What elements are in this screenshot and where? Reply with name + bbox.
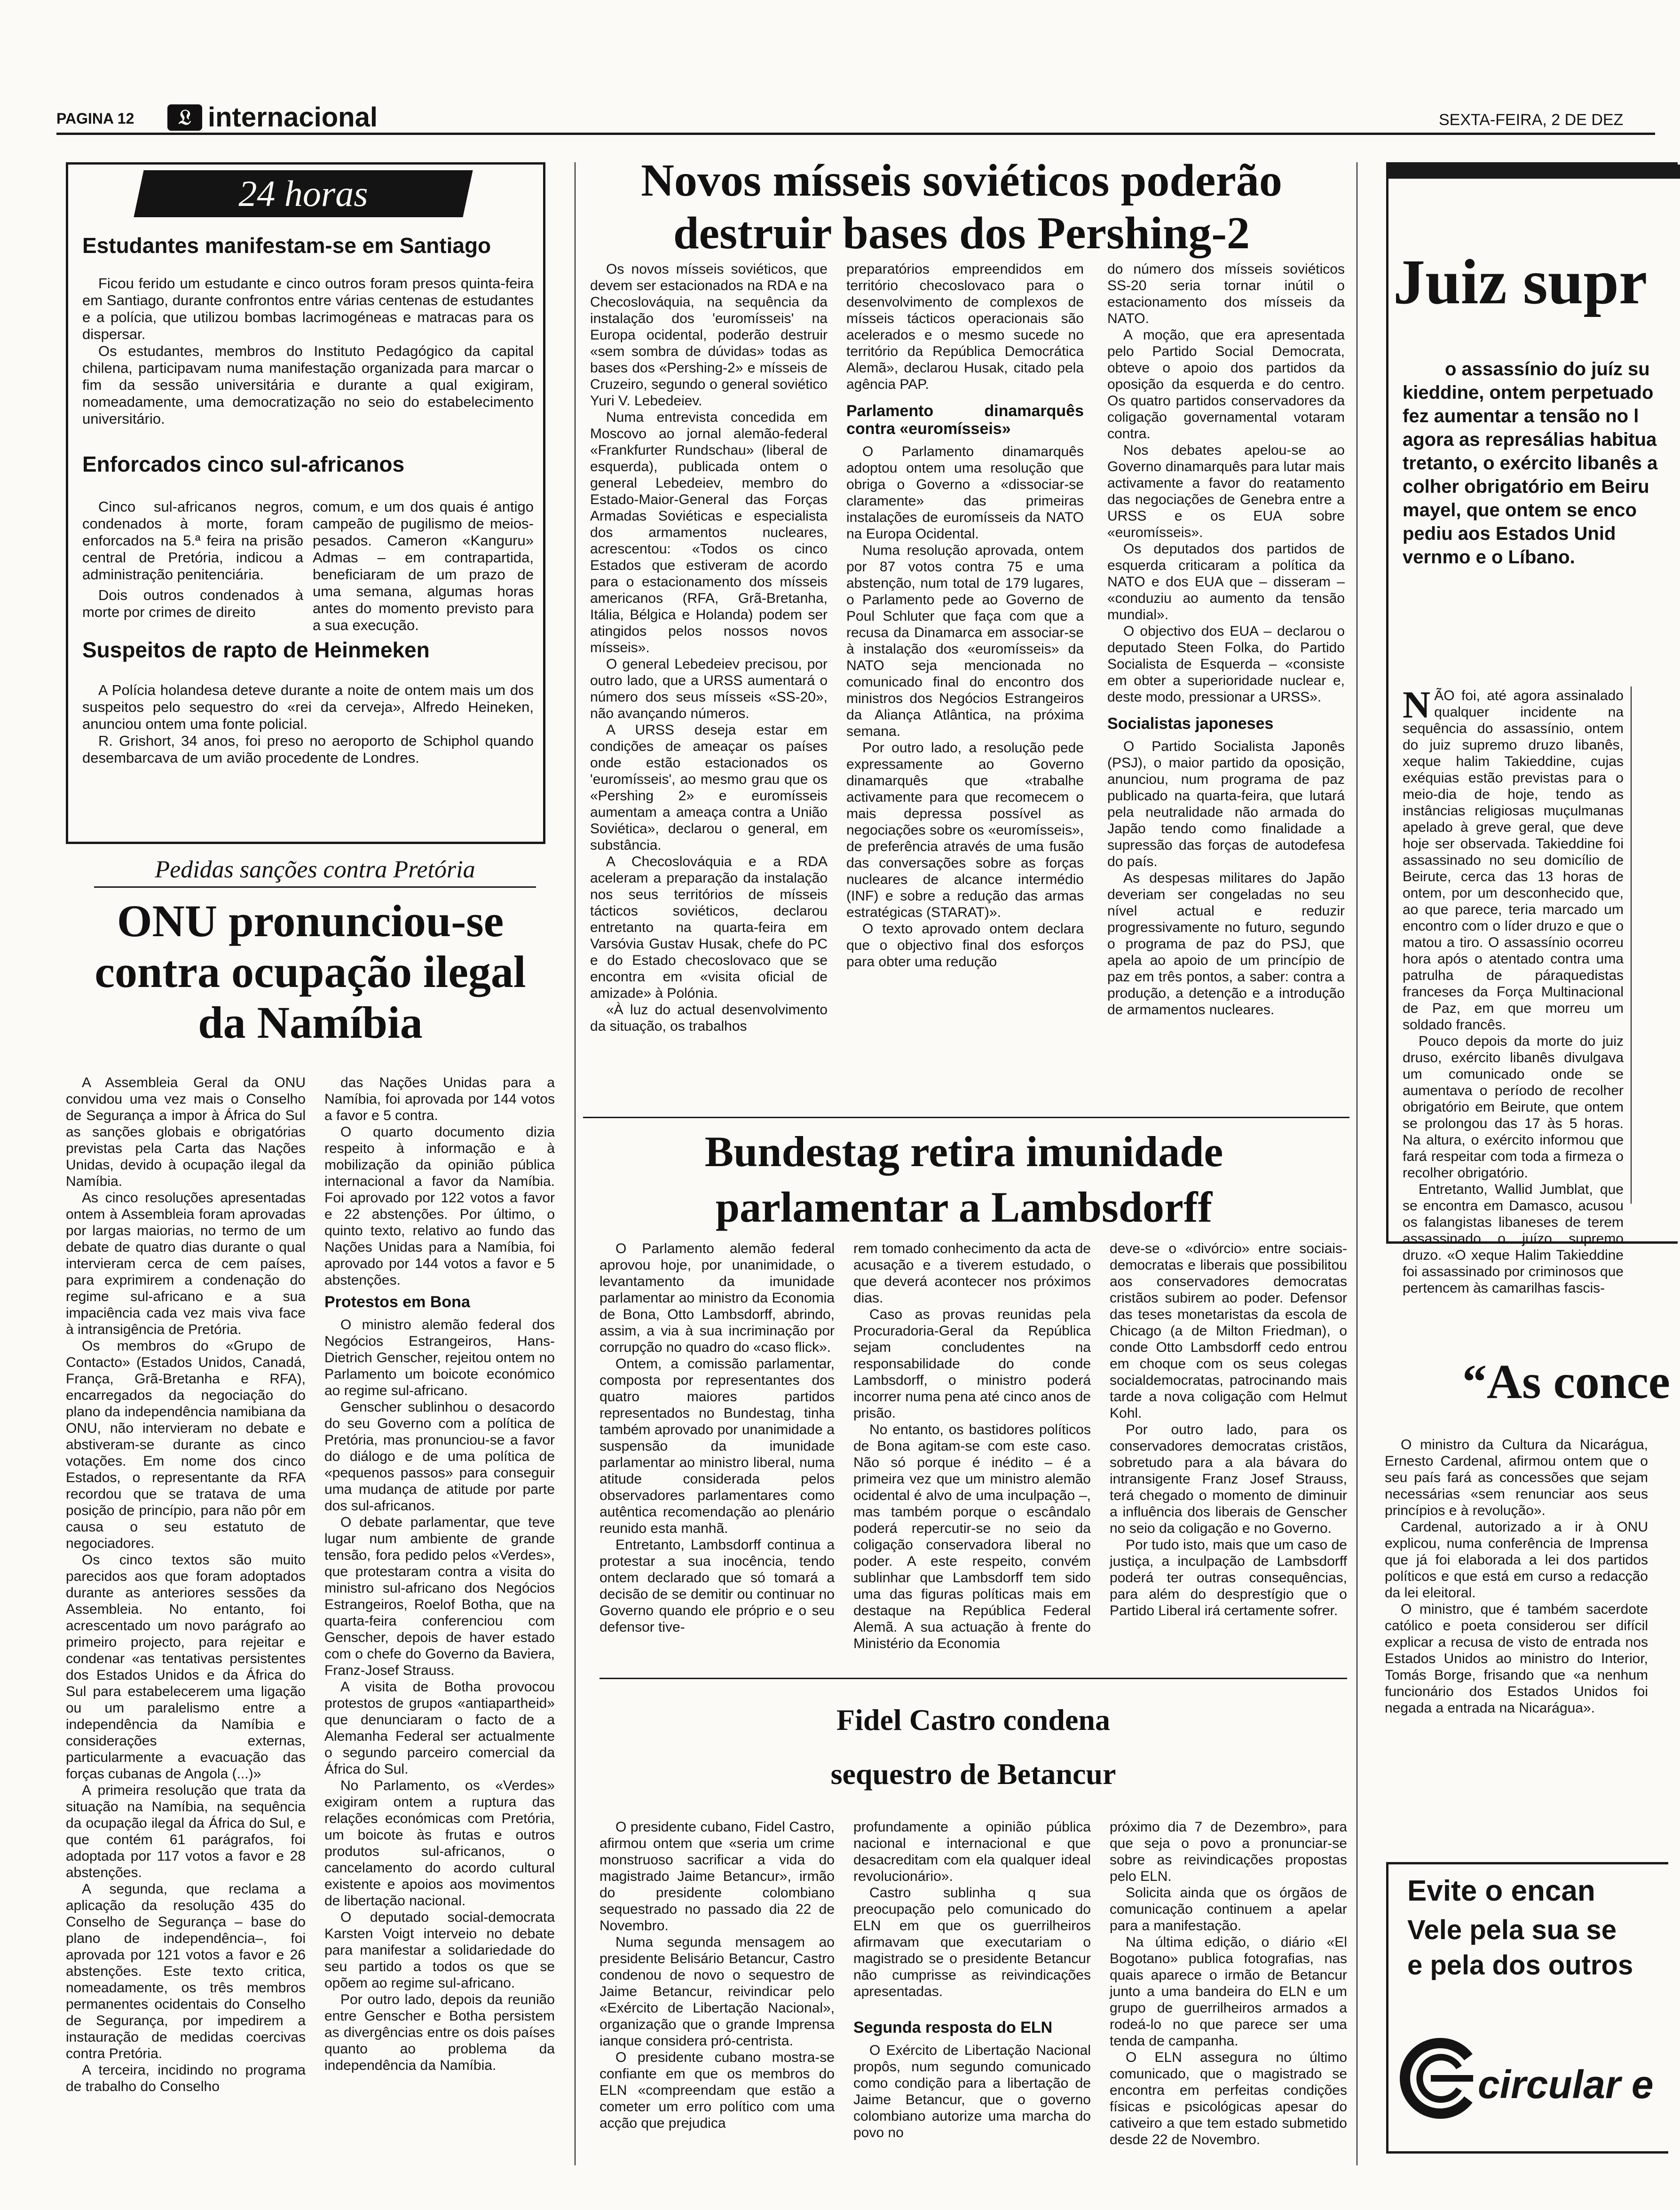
issue-date: SEXTA-FEIRA, 2 DE DEZ bbox=[1439, 111, 1624, 129]
misseis-col2: preparatórios empreendidos em território checoslovaco para o desenvolvimento de complexos de mísseis tácticos operacionais são acelerados e o mesmo sucede no território da República Democrática Alemã», declarou Husak, citado pela agência PAP. Parlamento dinamarquês contra «euromísseis» O Parlamento dinamarquês adoptou ontem uma resolução que obriga o Governo a «dissociar-se claramente» das primeiras instalações de euromísseis da NATO na Europa Ocidental. Numa resolução aprovada, ontem por 87 votos contra 75 e uma abstenção, num total de 179 lugares, o Parlamento pede ao Governo de Poul Schluter que faça com que a recusa da Dinamarca em associar-se à instalação dos «euromísseis» da NATO seja mencionada no comunicado final do encontro dos ministros dos Negócios Estrangeiros da Aliança Atlântica, na próxima semana. Por outro lado, a resolução pede expressamente ao Governo dinamarquês que «trabalhe activamente para que recomecem o mais depressa possível as negociações sobre os «euromísseis», de preferência através de uma fusão das conversações sobre as forças nucleares de alcance intermédio (INF) e sobre a redução das armas estratégicas (STARAT)». O texto aprovado ontem declara que o objectivo final dos esforços para obter uma redução bbox=[846, 261, 1084, 970]
fidel-col2: profundamente a opinião pública nacional e internacional e que desacreditam com ela qualquer ideal revolucionário». Castro sublinha q sua preocupação pelo comunicado do ELN em que os guerrilheiros afirmavam que executariam o magistrado se o presidente Betancur não cumprisse as reivindicações apresentadas. Segunda resposta do ELN O Exército de Libertação Nacional propôs, num segundo comunicado como condição para a libertação de Jaime Betancur, que o governo colombiano autorize uma marcha do povo no bbox=[853, 1819, 1091, 2140]
namibia-subhead-bona: Protestos em Bona bbox=[324, 1293, 470, 1311]
ad-line-2: Vele pela sua se bbox=[1407, 1915, 1617, 1945]
misseis-col1: Os novos mísseis soviéticos, que devem ser estacionados na RDA e na Checoslováquia, na sequência da instalação dos 'euromísseis' na Europa ocidental, poderão destruir «sem sombra de dúvidas» todas as bases dos «Pershing-2» e mísseis de Cruzeiro, segundo o general soviético Yuri V. Lebedeiev. Numa entrevista concedida em Moscovo ao jornal alemão-federal «Frankfurter Rundschau» (liberal de esquerda), publicada ontem o general Lebedeiev, membro do Estado-Maior-General das Forças Armadas Soviéticas e especialista dos armamentos nucleares, acrescentou: «Todos os cinco Estados que estiveram de acordo para o estacionamento dos mísseis americanos (RFA, Grã-Bretanha, Itália, Bélgica e Holanda) podem ser atingidos pelos nossos novos mísseis». O general Lebedeiev precisou, por outro lado, que a URSS aumentará o número dos seus mísseis «SS-20», não avançando números. A URSS deseja estar em condições de ameaçar os países onde estão estacionados os 'euromísseis', ao mesmo grau que os «Pershing 2» e euromísseis aumentam a ameaça contra a União Soviética», declarou o general, em substância. A Checoslováquia e a RDA aceleram a preparação da instalação nos seus territórios de mísseis tácticos soviéticos, declarou entretanto na quarta-feira em Varsóvia Gustav Husak, chefe do PC e do Estado checoslovaco que se encontra em «visita oficial de amizade» à Polónia. «À luz do actual desenvolvimento da situação, os trabalhos bbox=[590, 261, 828, 1034]
juiz-lead: o assassínio do juíz su kieddine, ontem perpetuado fez aumentar a tensão no l agora as represálias habitua tretanto, o exército libanês a colher obrigatório em Beiru mayel, que ontem se enco pediu aos Estados Unid vernmo e o Líbano. bbox=[1403, 359, 1658, 568]
fidel-col3: próximo dia 7 de Dezembro», para que seja o povo a pronunciar-se sobre as reivindicações propostas pelo ELN. Solicita ainda que os órgãos de comunicação continuem a apelar para a manifestação. Na última edição, o diário «El Bogotano» publica fotografias, nas quais aparece o irmão de Betancur junto a uma bandeira do ELN e um grupo de guerrilheiros armados a rodeá-lo no que parece ser uma tenda de campanha. O ELN assegura no último comunicado, que o magistrado se encontra em perfeitas condições físicas e psicológicas apesar do cativeiro a que tem estado submetido desde 22 de Novembro. bbox=[1110, 1819, 1347, 2147]
juiz-inner-divider bbox=[1631, 687, 1632, 1204]
misseis-col3: do número dos mísseis soviéticos SS-20 seria tornar inútil o estacionamento dos mísseis da NATO. A moção, que era apresentada pelo Partido Social Democrata, obteve o apoio dos partidos da oposição da esquerda e do centro. Os quatro partidos conservadores da coligação governamental votaram contra. Nos debates apelou-se ao Governo dinamarquês para lutar mais activamente a favor do reatamento das negociações de Genebra entre a URSS e os EUA sobre «euromísseis». Os deputados dos partidos de esquerda criticaram a política da NATO e dos EUA que – disseram – «conduziu ao aumento da tensão mundial». O objectivo dos EUA – declarou o deputado Steen Folka, do Partido Socialista de Esquerda – «consiste em obter a superioridade nuclear e, deste modo, pressionar a URSS». Socialistas japoneses O Partido Socialista Japonês (PSJ), o maior partido da oposição, anunciou, num programa de paz publicado na quarta-feira, que lutará pela neutralidade não armada do Japão tendo como finalidade a supressão das forças de autodefesa do país. As despesas militares do Japão deveriam ser congeladas no seu nível actual e reduzir progressivamente no futuro, segundo o programa de paz do PSJ, que apela ao apoio de um princípio de paz em três pontos, a saber: contra a produção, a detenção e a introdução de armamentos nucleares. bbox=[1107, 261, 1345, 1018]
bundestag-headline: Bundestag retira imunidade parlamentar a Lambsdorff bbox=[704, 1128, 1223, 1231]
masthead-logo-icon: 𝔏 bbox=[167, 104, 202, 131]
brief-body-heineken: A Polícia holandesa deteve durante a noite de ontem mais um dos suspeitos pelo sequestro do «rei da cerveja», Alfredo Heineken, anunciou ontem uma fonte policial. R. Grishort, 34 anos, foi preso no aeroporto de Schiphol quando desembarcava de um avião procedente de Londres. bbox=[82, 682, 534, 766]
fidel-headline-line2: sequestro de Betancur bbox=[830, 1757, 1116, 1791]
page-number: PAGINA 12 bbox=[56, 110, 134, 127]
ad-line-1: Evite o encan bbox=[1407, 1875, 1595, 1907]
bundestag-col3: deve-se o «divórcio» entre sociais-democratas e liberais que possibilitou aos conservadores democratas cristãos subirem ao poder. Defensor das teses monetaristas da escola de Chicago (a de Milton Friedman), o conde Otto Lambsdorff cedo entrou em choque com os seus colegas socialdemocratas, patrocinando mais tarde a nova coligação com Helmut Kohl. Por outro lado, para os conservadores democratas cristãos, sobretudo para a ala bávara do intransigente Franz Josef Strauss, terá chegado o momento de diminuir a influência dos liberais de Genscher no seio da coligação e no Governo. Por tudo isto, mais que um caso de justiça, a inculpação de Lambsdorff poderá ter outras consequências, para além do desprestígio que o Partido Liberal irá certamente sofrer. bbox=[1110, 1241, 1347, 1618]
namibia-headline: ONU pronunciou-se contra ocupação ilegal da Namíbia bbox=[95, 896, 526, 1048]
conce-headline: “As conce bbox=[1462, 1355, 1670, 1409]
namibia-kicker: Pedidas sanções contra Pretória bbox=[155, 856, 475, 883]
namibia-col1: A Assembleia Geral da ONU convidou uma vez mais o Conselho de Segurança a impor à África do Sul as sanções globais e obrigatórias previstas pela Carta das Nações Unidas, devido à ocupação ilegal da Namíbia. As cinco resoluções apresentadas ontem à Assembleia foram aprovadas por largas maiorias, no termo de um debate de quatro dias durante o qual intervieram cerca de cem países, para exprimirem a condenação do regime sul-africano e a sua impaciência cada vez mais viva face à intransigência de Pretória. Os membros do «Grupo de Contacto» (Estados Unidos, Canadá, França, Grã-Bretanha e RFA), encarregados da negociação do plano da independência namibiana da ONU, não intervieram no debate e abstiveram-se durante as cinco votações. Em nome dos cinco Estados, o representante da RFA recordou que se tratava de uma posição de princípio, para não pôr em causa o seu estatuto de negociadores. Os cinco textos são muito parecidos aos que foram adoptados durante as anteriores sessões da Assembleia. No entanto, foi acrescentado um novo parágrafo ao primeiro projecto, para rejeitar e condenar «as tentativas persistentes dos Estados Unidos e da África do Sul para estabelecerem uma ligação ou um paralelismo entre a independência da Namíbia e considerações externas, particularmente a evacuação das forças cubanas de Angola (...)» A primeira resolução que trata da situação na Namíbia, na sequência da ocupação ilegal da África do Sul, e que contém 61 parágrafos, foi adoptada por 117 votos a favor e 28 abstenções. A segunda, que reclama a aplicação da resolução 435 do Conselho de Segurança – base do plano de independência–, foi aprovada por 121 votos a favor e 26 abstenções. Este texto critica, nomeadamente, os três membros permanentes ocidentais do Conselho de Segurança, por impedirem a instauração de medidas coercivas contra Pretória. A terceira, incidindo no programa de trabalho do Conselho bbox=[66, 1075, 306, 2094]
juiz-box-top-band bbox=[1388, 165, 1680, 179]
juiz-body: NÃO foi, até agora assinalado qualquer incidente na sequência do assassínio, ontem do juiz supremo druzo libanês, xeque halim Takieddine, cujas exéquias estão previstas para o meio-dia de hoje, tendo as instâncias religiosas muçulmanas apelado à greve geral, que deve hoje ser observada. Takieddine foi assassinado no seu domicílio de Beirute, cerca das 13 horas de ontem, por um desconhecido que, ao que parece, teria marcado um encontro com o líder druzo e que o matou a tiro. O assassínio ocorreu hora após o atentado contra uma patrulha de páraquedistas franceses da Força Multinacional de Paz, em que morreu um soldado francês. Pouco depois da morte do juiz druso, exército libanês divulgava um comunicado onde se aumentava o período de recolher obrigatório em Beirute, que ontem se prolongou das 17 às 5 horas. Na altura, o exército informou que fará respeitar com toda a firmeza o recolher obrigatório. Entretanto, Wallid Jumblat, que se encontra em Damasco, acusou os falangistas libaneses de terem assassinado o juízo supremo druzo. «O xeque Halim Takieddine foi assassinado por criminosos que pertencem às camarilhas fascis- bbox=[1403, 683, 1624, 1296]
ad-box bbox=[1386, 1862, 1668, 2154]
brief-title-heineken: Suspeitos de rapto de Heinmeken bbox=[82, 638, 430, 662]
box-badge-text: 24 horas bbox=[238, 173, 368, 214]
news-brief-box bbox=[66, 162, 545, 844]
misseis-headline: Novos mísseis soviéticos poderão destruir bases dos Pershing-2 bbox=[641, 155, 1282, 259]
misseis-bottom-rule bbox=[583, 1117, 1349, 1118]
header-rule bbox=[56, 133, 1655, 135]
misseis-subhead-japao: Socialistas japoneses bbox=[1107, 715, 1274, 733]
column-divider-left bbox=[575, 162, 576, 2165]
bundestag-bottom-rule bbox=[599, 1678, 1347, 1679]
fidel-headline-line1: Fidel Castro condena bbox=[836, 1703, 1110, 1736]
brief-body-santiago: Ficou ferido um estudante e cinco outros foram presos quinta-feira em Santiago, durante confrontos entre várias centenas de estudantes e a polícia, que utilizou bombas lacrimogéneas e matracas para os dispersar. Os estudantes, membros do Instituto Pedagógico da capital chilena, participavam numa manifestação organizada para marcar o fim da sessão universitária e durante a qual exigiram, nomeadamente, uma democratização no seio do estabelecimento universitário. bbox=[82, 275, 534, 427]
namibia-kicker-rule bbox=[94, 886, 536, 888]
ad-line-3: e pela dos outros bbox=[1407, 1950, 1633, 1981]
brief-title-santiago: Estudantes manifestam-se em Santiago bbox=[82, 233, 491, 258]
section-title: internacional bbox=[208, 102, 378, 133]
fidel-col1: O presidente cubano, Fidel Castro, afirmou ontem que «seria um crime monstruoso sacrificar a vida do magistrado Jaime Betancur», irmão do presidente colombiano sequestrado no passado dia 22 de Novembro. Numa segunda mensagem ao presidente Belisário Betancur, Castro condenou de novo o sequestro de Jaime Betancur, reivindicar pelo «Exército de Libertação Nacional», organização que o grande Imprensa ianque considera pró-centrista. O presidente cubano mostra-se confiante em que os membros do ELN «compreendam que estão a cometer um erro político com uma acção que prejudica bbox=[599, 1819, 835, 2131]
misseis-subhead-dinamarca: Parlamento dinamarquês contra «euromísseis» bbox=[846, 402, 1084, 438]
fidel-subhead-eln: Segunda resposta do ELN bbox=[853, 2019, 1053, 2036]
conce-body: O ministro da Cultura da Nicarágua, Ernesto Cardenal, afirmou ontem que o seu país fará as concessões que sejam necessárias «sem renunciar aos seus princípios e à revolução». Cardenal, autorizado a ir à ONU explicou, numa conferência de Imprensa que já foi elaborada a lei dos partidos políticos e que está em curso a redacção da lei eleitoral. O ministro, que é também sacerdote católico e poeta considerou ser difícil explicar a recusa de visto de entrada nos Estados Unidos ao ministro do Interior, Tomás Borge, frisando que «a nenhum funcionário dos Estados Unidos foi negada a entrada na Nicarágua». bbox=[1385, 1437, 1648, 1716]
page-header bbox=[56, 103, 1655, 131]
brief-title-enforcados: Enforcados cinco sul-africanos bbox=[82, 452, 405, 476]
juiz-box bbox=[1386, 162, 1678, 1296]
brief-body-enforcados-col2: comum, e um dos quais é antigo campeão de pugilismo de meios-pesados. Cameron «Kanguru» Admas – em contrapartida, beneficiaram de um prazo de uma semana, algumas horas antes do momento previsto para a sua execução. bbox=[313, 498, 534, 633]
ad-logo-text: circular e bbox=[1478, 2062, 1654, 2107]
juiz-headline: Juiz supr bbox=[1393, 247, 1648, 317]
bundestag-col2: rem tomado conhecimento da acta de acusação e a tiverem estudado, o que deverá acontecer nos próximos dias. Caso as provas reunidas pela Procuradoria-Geral da República sejam concludentes na responsabilidade do conde Lambsdorff, o ministro poderá incorrer numa pena até cinco anos de prisão. No entanto, os bastidores políticos de Bona agitam-se com este caso. Não só porque é inédito – é a primeira vez que um ministro alemão ocidental é alvo de uma inculpação –, mas também porque o escândalo poderá repercutir-se no seio da coligação conservadora liberal no poder. A este respeito, convém sublinhar que Lambsdorff tem sido uma das figuras políticas mais em destaque na República Federal Alemã. A sua actuação à frente do Ministério da Economia bbox=[853, 1241, 1091, 1651]
namibia-col2: das Nações Unidas para a Namíbia, foi aprovada por 144 votos a favor e 5 contra. O quarto documento dizia respeito à informação e à mobilização da opinião pública internacional a favor da Namíbia. Foi aprovado por 122 votos a favor e 22 abstenções. Por último, o quinto texto, relativo ao fundo das Nações Unidas para a Namíbia, foi aprovado por 144 votos a favor e 5 abstenções. Protestos em Bona O ministro alemão federal dos Negócios Estrangeiros, Hans-Dietrich Genscher, rejeitou ontem no Parlamento um boicote económico ao regime sul-africano. Genscher sublinhou o desacordo do seu Governo com a política de Pretória, mas pronunciou-se a favor do diálogo e de uma política de «pequenos passos» para conseguir uma mudança de atitude por parte dos sul-africanos. O debate parlamentar, que teve lugar num ambiente de grande tensão, fora pedido pelos «Verdes», que protestaram contra a visita do ministro sul-africano dos Negócios Estrangeiros, Roelof Botha, que na quarta-feira conferenciou com Genscher, depois de haver estado com o chefe do Governo da Baviera, Franz-Josef Strauss. A visita de Botha provocou protestos de grupos «antiapartheid» que denunciaram o facto de a Alemanha Federal ser actualmente o segundo parceiro comercial da África do Sul. No Parlamento, os «Verdes» exigiram ontem a ruptura das relações económicas com Pretória, um boicote às frutas e outros produtos sul-africanos, o cancelamento do acordo cultural existente e apoios aos movimentos de libertação nacional. O deputado social-democrata Karsten Voigt interveio no debate para manifestar a solidariedade do seu partido a todos os que se opõem ao regime sul-africano. Por outro lado, depois da reunião entre Genscher e Botha persistem as divergências entre os dois países quanto ao problema da independência da Namíbia. bbox=[324, 1075, 555, 2073]
circular-c-logo-icon bbox=[1398, 2038, 1478, 2118]
bundestag-col1: O Parlamento alemão federal aprovou hoje, por unanimidade, o levantamento da imunidade parlamentar ao ministro da Economia de Bona, Otto Lambsdorff, abrindo, assim, a via à sua incriminação por corrupção no quadro do «caso flick». Ontem, a comissão parlamentar, composta por representantes dos quatro maiores partidos representados no Bundestag, tinha também aprovado por unanimidade a suspensão da imunidade parlamentar ao ministro liberal, numa atitude considerada pelos observadores parlamentares como autêntica recomendação ao plenário reunido esta manhã. Entretanto, Lambsdorff continua a protestar a sua inocência, tendo ontem declarado que só tomará a decisão de se demitir ou continuar no Governo quando ele próprio e o seu defensor tive- bbox=[599, 1241, 835, 1635]
brief-body-enforcados-col1: Cinco sul-africanos negros, condenados à morte, foram enforcados na 5.ª feira na prisão central de Pretória, indicou a administração penitenciária. Dois outros condenados à morte por crimes de direito bbox=[82, 498, 303, 620]
